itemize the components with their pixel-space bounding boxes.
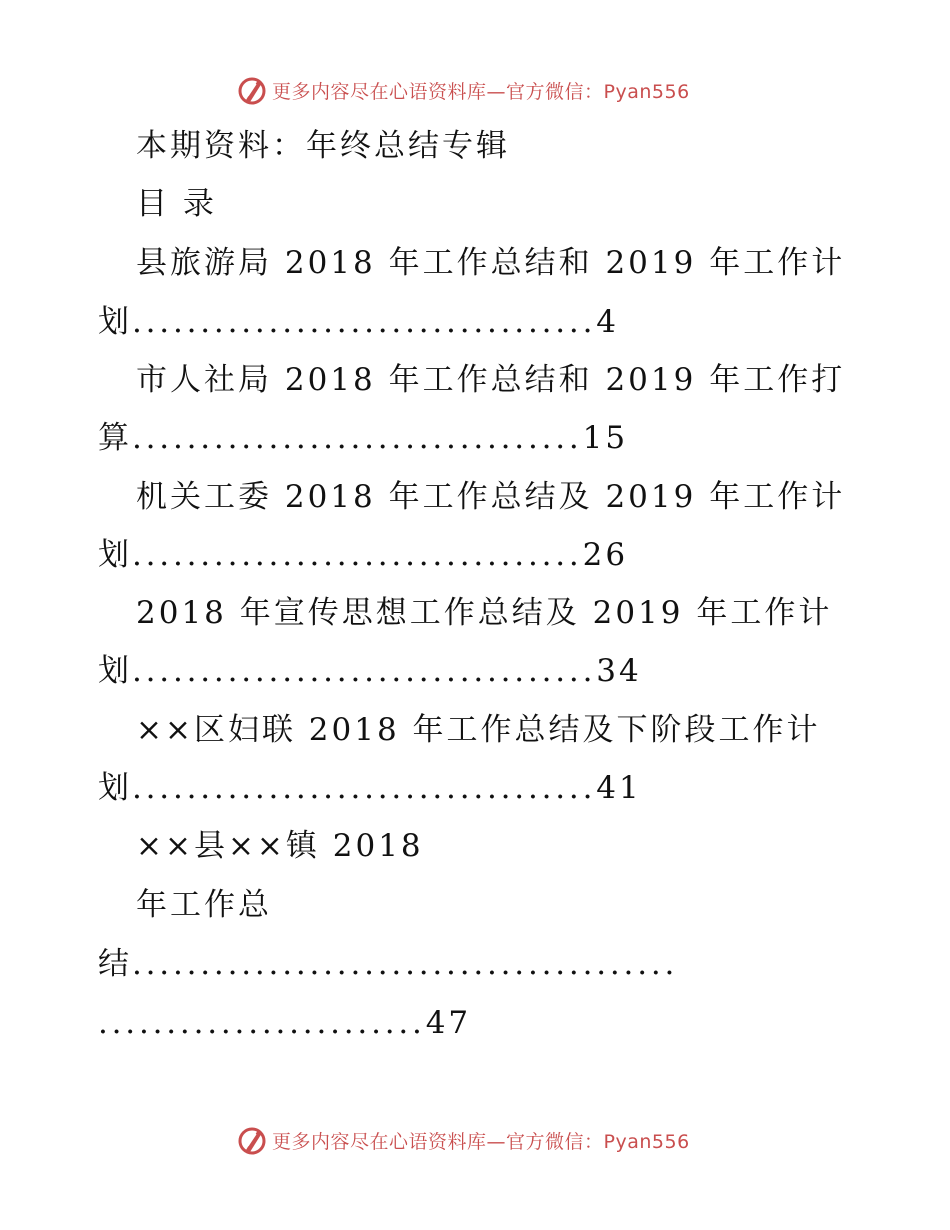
toc-entry-tail: 划 bbox=[98, 653, 132, 689]
toc-entry-tail: 划 bbox=[98, 770, 132, 806]
toc-entry-tail: 算 bbox=[98, 420, 132, 456]
toc-dots: ................................. bbox=[132, 537, 583, 573]
toc-page-number: 4 bbox=[596, 304, 619, 340]
toc-entry-tail: 划 bbox=[98, 304, 132, 340]
toc-page-number: 47 bbox=[425, 1005, 472, 1041]
toc-entry-tail: 划 bbox=[98, 537, 132, 573]
footer-banner bbox=[0, 1120, 950, 1160]
toc-entry-leader-continued[interactable] bbox=[98, 1003, 471, 1043]
toc-dots: ................................. bbox=[132, 420, 583, 456]
toc-entry-title[interactable]: ××县××镇 2018 bbox=[136, 828, 424, 864]
toc-entry-leader[interactable] bbox=[98, 302, 619, 342]
quill-logo-icon bbox=[236, 74, 268, 106]
toc-entry-leader[interactable] bbox=[98, 535, 628, 575]
toc-entry-leader[interactable] bbox=[98, 944, 678, 984]
issue-title: 本期资料：年终总结专辑 bbox=[136, 128, 510, 164]
toc-entry-title[interactable]: 2018 年宣传思想工作总结及 2019 年工作计 bbox=[136, 595, 833, 631]
banner-text: 更多内容尽在心语资料库—官方微信：Pyan556 bbox=[272, 1130, 690, 1153]
toc-entry-title[interactable]: ××区妇联 2018 年工作总结及下阶段工作计 bbox=[136, 712, 821, 748]
toc-entry-title[interactable]: 机关工委 2018 年工作总结及 2019 年工作计 bbox=[136, 479, 846, 515]
toc-page-number: 26 bbox=[582, 537, 629, 573]
toc-entry-title[interactable]: 县旅游局 2018 年工作总结和 2019 年工作计 bbox=[136, 245, 846, 281]
toc-dots: .................................. bbox=[132, 770, 597, 806]
toc-entry-leader[interactable] bbox=[98, 768, 642, 808]
header-banner bbox=[0, 70, 950, 110]
toc-entry-tail: 结 bbox=[98, 946, 132, 982]
toc-page-number: 41 bbox=[596, 770, 642, 806]
toc-dots: .................................. bbox=[132, 304, 597, 340]
toc-entry-leader[interactable] bbox=[98, 418, 628, 458]
toc-page-number: 34 bbox=[596, 653, 642, 689]
banner-text: 更多内容尽在心语资料库—官方微信：Pyan556 bbox=[272, 80, 690, 103]
toc-dots: .................................. bbox=[132, 653, 597, 689]
toc-title: 目 录 bbox=[136, 186, 217, 222]
toc-entry-leader[interactable] bbox=[98, 651, 642, 691]
quill-logo-icon bbox=[236, 1124, 268, 1156]
toc-dots: ........................ bbox=[98, 1005, 426, 1041]
toc-page-number: 15 bbox=[582, 420, 629, 456]
toc-entry-title-continued[interactable]: 年工作总 bbox=[136, 887, 272, 923]
toc-dots: ........................................ bbox=[132, 946, 679, 982]
toc-entry-title[interactable]: 市人社局 2018 年工作总结和 2019 年工作打 bbox=[136, 362, 846, 398]
